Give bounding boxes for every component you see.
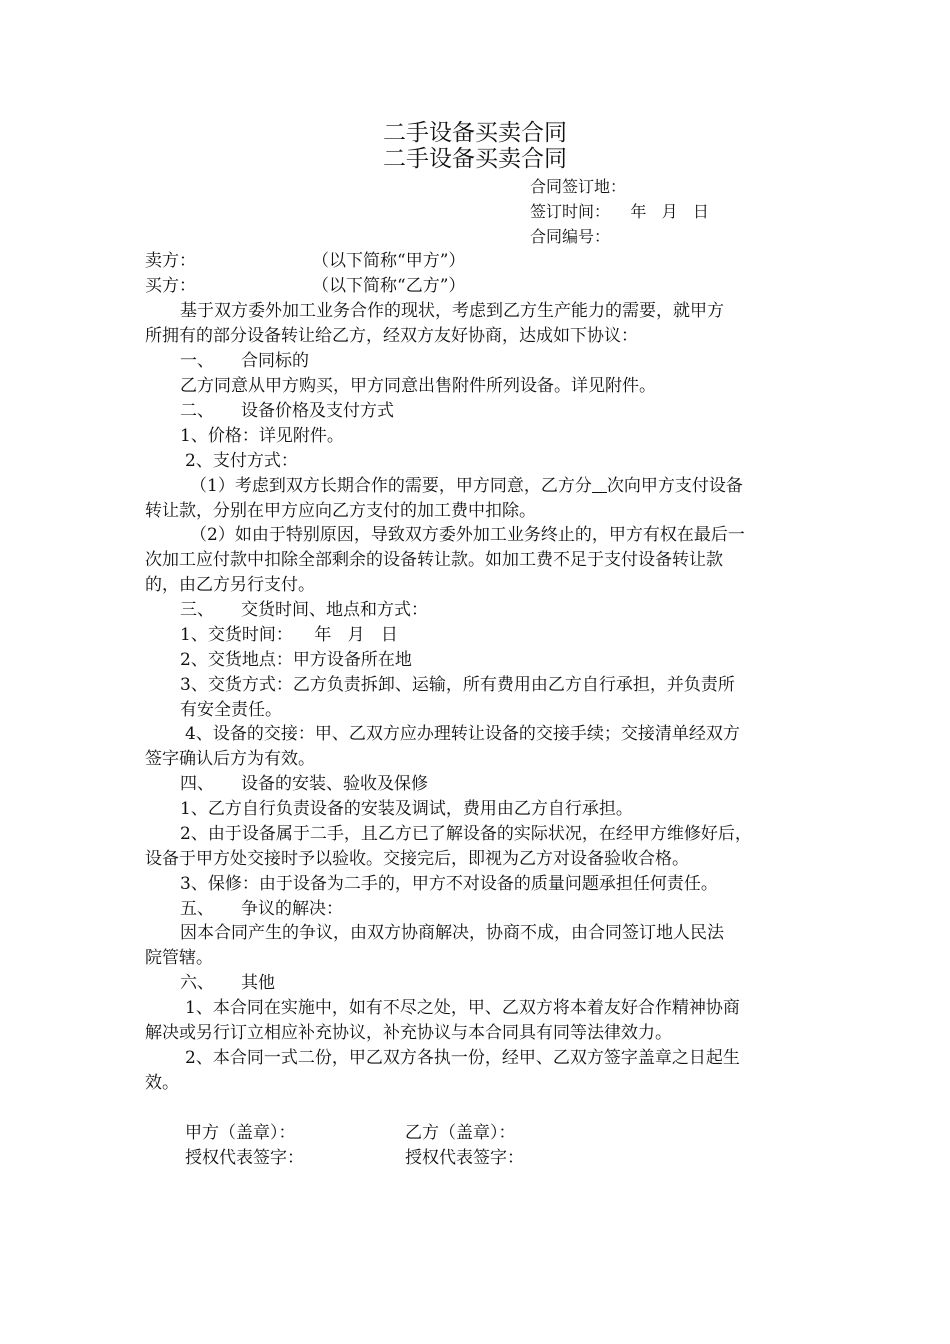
section-4-item-2-line-2: 设备于甲方处交接时予以验收。交接完后，即视为乙方对设备验收合格。 bbox=[145, 849, 689, 869]
seller-label: 卖方： bbox=[145, 251, 196, 271]
section-6-item-1-line-1: 1、本合同在实施中，如有不尽之处，甲、乙双方将本着友好合作精神协商 bbox=[185, 998, 740, 1018]
section-5-text-line-2: 院管辖。 bbox=[145, 948, 213, 968]
section-6-item-2-line-1: 2、本合同一式二份，甲乙双方各执一份，经甲、乙双方签字盖章之日起生 bbox=[185, 1048, 740, 1068]
party-a-signature-label: 授权代表签字： bbox=[185, 1148, 304, 1168]
section-3-item-3-line-2: 有安全责任。 bbox=[180, 700, 282, 720]
clause-1-text-a: （1）考虑到双方长期合作的需要，甲方同意，乙方分 bbox=[190, 476, 592, 496]
installment-count-blank bbox=[592, 477, 607, 493]
party-b-seal-label: 乙方（盖章）： bbox=[405, 1123, 516, 1143]
section-4-item-3: 3、保修：由于设备为二手的，甲方不对设备的质量问题承担任何责任。 bbox=[180, 874, 718, 894]
section-3-item-4-line-2: 签字确认后方为有效。 bbox=[145, 749, 315, 769]
section-4-item-2-line-1: 2、由于设备属于二手，且乙方已了解设备的实际状况，在经甲方维修好后， bbox=[180, 824, 752, 844]
section-2-item-2: 2、支付方式： bbox=[185, 451, 298, 471]
intro-line-2: 所拥有的部分设备转让给乙方，经双方友好协商，达成如下协议： bbox=[145, 326, 638, 346]
section-2-clause-2-line-3: 的，由乙方另行支付。 bbox=[145, 575, 315, 595]
party-a-seal-label: 甲方（盖章）： bbox=[185, 1123, 296, 1143]
section-1-heading: 一、 合同标的 bbox=[180, 351, 310, 371]
clause-1-text-b: 次向甲方支付设备 bbox=[606, 476, 743, 496]
seller-note: （以下简称“甲方”） bbox=[312, 251, 466, 271]
document-title: 二手设备买卖合同 bbox=[383, 120, 567, 146]
section-3-heading: 三、 交货时间、地点和方式： bbox=[180, 600, 429, 620]
section-5-heading: 五、 争议的解决： bbox=[180, 899, 344, 919]
contract-place-field: 合同签订地： bbox=[530, 177, 627, 196]
section-1-text: 乙方同意从甲方购买，甲方同意出售附件所列设备。详见附件。 bbox=[180, 376, 656, 396]
section-2-heading: 二、 设备价格及支付方式 bbox=[180, 401, 395, 421]
section-3-item-2: 2、交货地点：甲方设备所在地 bbox=[180, 650, 412, 670]
contract-date-field: 签订时间： 年 月 日 bbox=[530, 202, 709, 221]
contract-number-field: 合同编号： bbox=[530, 227, 611, 246]
section-6-item-2-line-2: 效。 bbox=[145, 1073, 179, 1093]
section-2-clause-2-line-1: （2）如由于特别原因，导致双方委外加工业务终止的，甲方有权在最后一 bbox=[190, 525, 745, 545]
section-2-clause-1-line-1 bbox=[190, 475, 743, 497]
section-4-item-1: 1、乙方自行负责设备的安装及调试，费用由乙方自行承担。 bbox=[180, 799, 633, 819]
section-2-item-1: 1、价格：详见附件。 bbox=[180, 426, 344, 446]
buyer-note: （以下简称“乙方”） bbox=[312, 276, 466, 296]
section-2-clause-1-line-2: 转让款，分别在甲方应向乙方支付的加工费中扣除。 bbox=[145, 501, 536, 521]
section-6-heading: 六、 其他 bbox=[180, 973, 276, 993]
section-2-clause-2-line-2: 次加工应付款中扣除全部剩余的设备转让款。如加工费不足于支付设备转让款 bbox=[145, 550, 723, 570]
section-4-heading: 四、 设备的安装、验收及保修 bbox=[180, 774, 429, 794]
buyer-label: 买方： bbox=[145, 276, 196, 296]
party-b-signature-label: 授权代表签字： bbox=[405, 1148, 524, 1168]
section-3-item-3-line-1: 3、交货方式：乙方负责拆卸、运输，所有费用由乙方自行承担，并负责所 bbox=[180, 675, 735, 695]
section-3-item-1: 1、交货时间： 年 月 日 bbox=[180, 625, 398, 645]
section-5-text-line-1: 因本合同产生的争议，由双方协商解决，协商不成，由合同签订地人民法 bbox=[180, 923, 724, 943]
section-6-item-1-line-2: 解决或另行订立相应补充协议，补充协议与本合同具有同等法律效力。 bbox=[145, 1023, 672, 1043]
section-3-item-4-line-1: 4、设备的交接：甲、乙双方应办理转让设备的交接手续；交接清单经双方 bbox=[185, 724, 740, 744]
document-title-repeat: 二手设备买卖合同 bbox=[383, 146, 567, 172]
intro-line-1: 基于双方委外加工业务合作的现状，考虑到乙方生产能力的需要，就甲方 bbox=[180, 301, 724, 321]
